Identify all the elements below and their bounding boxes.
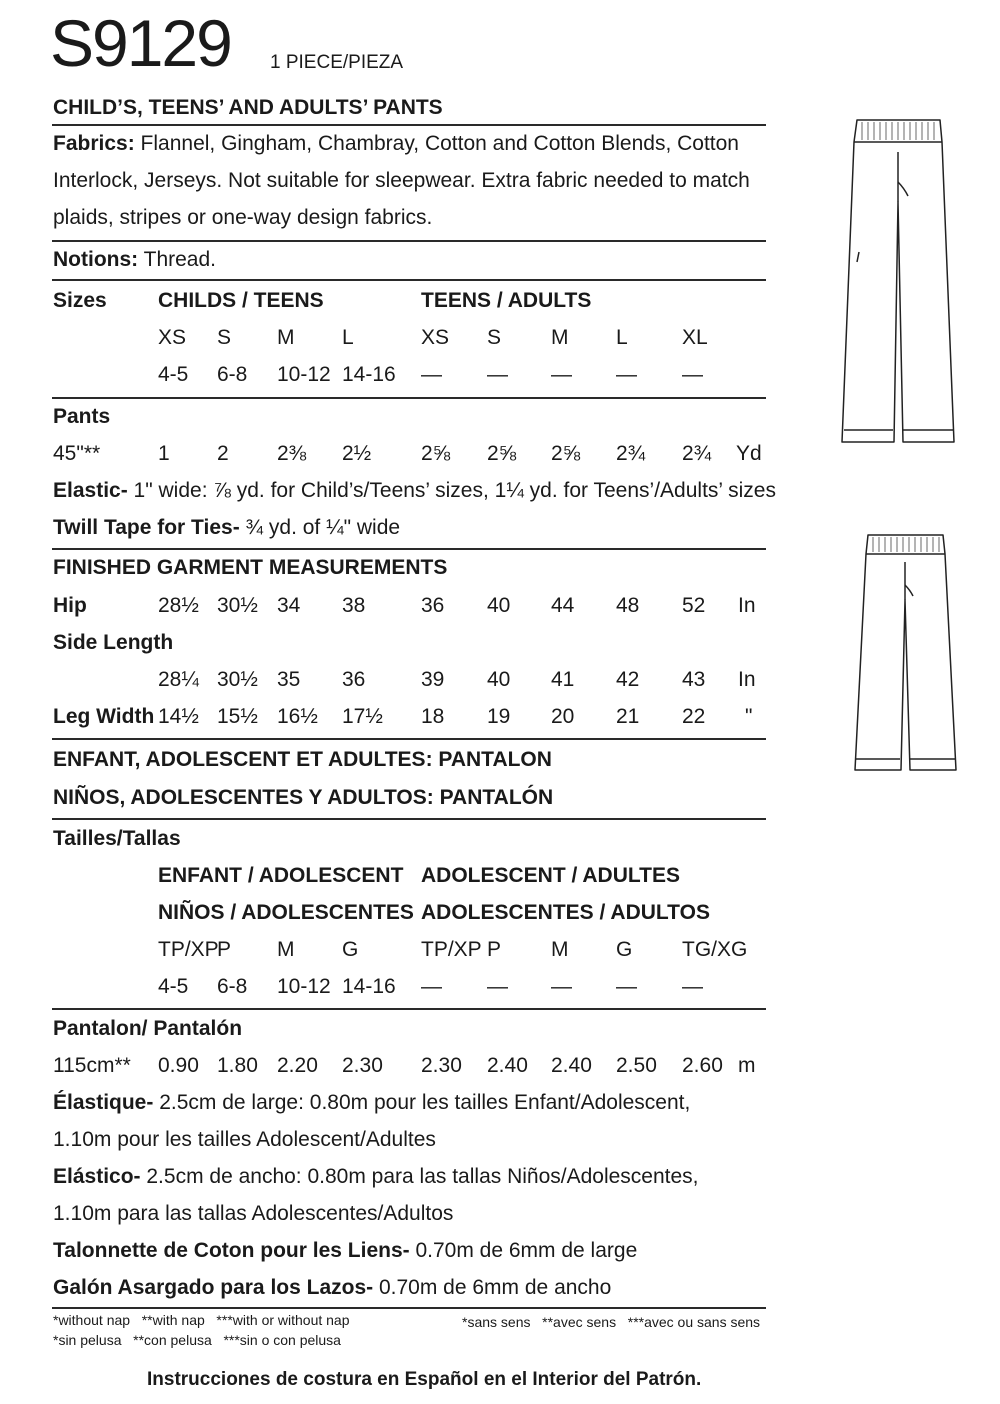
- divider: [52, 279, 766, 281]
- size-cell: 14½: [158, 705, 199, 728]
- size-cell: 15½: [217, 705, 258, 728]
- hip-label: Hip: [53, 594, 87, 617]
- cropped-pants-illustration: [853, 530, 963, 780]
- nap-note-french: *sans sens **avec sens ***avec ou sans sens: [462, 1314, 761, 1330]
- size-cell: TP/XP: [158, 938, 219, 961]
- tailles-label: Tailles/Tallas: [53, 827, 181, 850]
- size-cell: 35: [277, 668, 301, 691]
- size-cell: 30½: [217, 668, 258, 691]
- divider: [52, 1008, 766, 1010]
- twill-label: Twill Tape for Ties-: [53, 516, 240, 539]
- sizes-label: Sizes: [53, 289, 107, 312]
- size-cell: 36: [342, 668, 366, 691]
- piece-count: 1 PIECE/PIEZA: [270, 52, 404, 73]
- notions-label: Notions:: [53, 248, 139, 271]
- size-cell: 2.20: [277, 1054, 318, 1077]
- elastico-label: Elástico-: [53, 1165, 141, 1188]
- size-cell: S: [217, 326, 232, 349]
- size-cell: —: [487, 975, 508, 998]
- size-group-childs-teens: CHILDS / TEENS: [158, 289, 324, 312]
- size-cell: 2.30: [421, 1054, 462, 1077]
- size-cell: 2⅝: [551, 442, 581, 465]
- elastic-label: Elastic-: [53, 479, 128, 502]
- size-cell: 30½: [217, 594, 258, 617]
- size-cell: M: [277, 326, 295, 349]
- size-cell: 2.40: [551, 1054, 592, 1077]
- elastico-text: 2.5cm de ancho: 0.80m para las tallas Niños/Adolescentes,: [146, 1165, 699, 1188]
- hip-unit: In: [738, 594, 756, 617]
- group2-spanish: ADOLESCENTES / ADULTOS: [421, 901, 710, 924]
- size-cell: 6-8: [217, 975, 248, 998]
- elastic-text: 1" wide: ⅞ yd. for Child’s/Teens’ sizes, 1¼ yd. for Teens’/Adults’ sizes: [133, 479, 776, 502]
- spanish-instructions-note: Instrucciones de costura en Español en el Interior del Patrón.: [147, 1369, 702, 1390]
- group1-spanish: NIÑOS / ADOLESCENTES: [158, 901, 414, 924]
- size-cell: 2½: [342, 442, 372, 465]
- size-cell: S: [487, 326, 502, 349]
- size-cell: 40: [487, 594, 511, 617]
- size-cell: P: [217, 938, 232, 961]
- twill-line: [53, 517, 400, 538]
- size-cell: M: [551, 326, 569, 349]
- size-cell: TG/XG: [682, 938, 748, 961]
- yardage-unit: Yd: [736, 442, 762, 465]
- pantalon-label: Pantalon/ Pantalón: [53, 1017, 243, 1040]
- group1-french: ENFANT / ADOLESCENT: [158, 864, 404, 887]
- divider: [52, 818, 766, 820]
- size-cell: —: [682, 363, 703, 386]
- size-cell: M: [551, 938, 569, 961]
- size-cell: 39: [421, 668, 445, 691]
- elastico-line-1: [53, 1166, 699, 1187]
- size-cell: 34: [277, 594, 301, 617]
- size-cell: —: [421, 363, 442, 386]
- spanish-title: NIÑOS, ADOLESCENTES Y ADULTOS: PANTALÓN: [53, 786, 554, 809]
- size-cell: 2⅝: [487, 442, 517, 465]
- pants-label: Pants: [53, 405, 111, 428]
- fabrics-line-3: plaids, stripes or one-way design fabrics.: [53, 206, 433, 229]
- elastique-line-1: [53, 1092, 690, 1113]
- size-cell: XS: [421, 326, 450, 349]
- size-cell: 10-12: [277, 363, 331, 386]
- size-cell: G: [342, 938, 359, 961]
- size-cell: 2.60: [682, 1054, 723, 1077]
- size-cell: 40: [487, 668, 511, 691]
- group2-french: ADOLESCENT / ADULTES: [421, 864, 681, 887]
- nap-note-english: *without nap **with nap ***with or without nap: [53, 1312, 350, 1328]
- size-cell: L: [342, 326, 354, 349]
- size-cell: —: [487, 363, 508, 386]
- talonnette-text: 0.70m de 6mm de large: [415, 1239, 638, 1262]
- galon-line: [53, 1277, 611, 1298]
- leg-width-unit: ": [745, 705, 753, 728]
- side-length-label: Side Length: [53, 631, 174, 654]
- divider: [52, 397, 766, 399]
- talonnette-label: Talonnette de Coton pour les Liens-: [53, 1239, 410, 1262]
- size-cell: 2⅝: [421, 442, 451, 465]
- size-cell: 4-5: [158, 975, 189, 998]
- size-cell: 1.80: [217, 1054, 258, 1077]
- size-cell: 2.30: [342, 1054, 383, 1077]
- size-cell: 17½: [342, 705, 383, 728]
- fabrics-text: Flannel, Gingham, Chambray, Cotton and Cotton Blends, Cotton: [140, 132, 739, 155]
- size-cell: 44: [551, 594, 575, 617]
- size-cell: M: [277, 938, 295, 961]
- elastico-line-2: 1.10m para las tallas Adolescentes/Adultos: [53, 1202, 454, 1225]
- divider: [52, 1307, 766, 1309]
- divider: [52, 124, 766, 126]
- size-cell: XS: [158, 326, 187, 349]
- size-cell: 48: [616, 594, 640, 617]
- size-cell: 42: [616, 668, 640, 691]
- elastic-line: [53, 480, 776, 501]
- size-cell: 20: [551, 705, 575, 728]
- size-cell: 14-16: [342, 363, 396, 386]
- size-cell: 2: [217, 442, 229, 465]
- talonnette-line: [53, 1240, 637, 1261]
- size-cell: 16½: [277, 705, 318, 728]
- pattern-title: CHILD’S, TEENS’ AND ADULTS’ PANTS: [53, 96, 443, 119]
- fabrics-line-2: Interlock, Jerseys. Not suitable for sleepwear. Extra fabric needed to match: [53, 169, 750, 192]
- size-cell: 2.50: [616, 1054, 657, 1077]
- size-cell: —: [682, 975, 703, 998]
- size-cell: 1: [158, 442, 170, 465]
- size-cell: TP/XP: [421, 938, 482, 961]
- size-cell: 18: [421, 705, 445, 728]
- elastique-text: 2.5cm de large: 0.80m pour les tailles Enfant/Adolescent,: [159, 1091, 691, 1114]
- fabrics-label: Fabrics:: [53, 132, 135, 155]
- size-cell: G: [616, 938, 633, 961]
- size-cell: 2.40: [487, 1054, 528, 1077]
- galon-label: Galón Asargado para los Lazos-: [53, 1276, 374, 1299]
- twill-text: ¾ yd. of ¼" wide: [245, 516, 401, 539]
- galon-text: 0.70m de 6mm de ancho: [378, 1276, 612, 1299]
- elastique-label: Élastique-: [53, 1091, 154, 1114]
- size-cell: 41: [551, 668, 575, 691]
- french-title: ENFANT, ADOLESCENT ET ADULTES: PANTALON: [53, 748, 552, 771]
- fabric-width: 45"**: [53, 442, 101, 465]
- finished-heading: FINISHED GARMENT MEASUREMENTS: [53, 556, 448, 579]
- divider: [52, 548, 766, 550]
- size-cell: —: [551, 363, 572, 386]
- size-cell: 38: [342, 594, 366, 617]
- size-cell: 2⅜: [277, 442, 307, 465]
- size-cell: 0.90: [158, 1054, 199, 1077]
- size-cell: —: [616, 363, 637, 386]
- fabrics-line-1: [53, 133, 739, 154]
- size-group-teens-adults: TEENS / ADULTS: [421, 289, 592, 312]
- divider: [52, 240, 766, 242]
- nap-note-spanish: *sin pelusa **con pelusa ***sin o con pelusa: [53, 1332, 341, 1348]
- size-cell: 2¾: [616, 442, 646, 465]
- size-cell: —: [421, 975, 442, 998]
- size-cell: 6-8: [217, 363, 248, 386]
- leg-width-label: Leg Width: [53, 705, 155, 728]
- size-cell: 28¼: [158, 668, 199, 691]
- notions-line: [53, 249, 216, 270]
- size-cell: 4-5: [158, 363, 189, 386]
- size-cell: P: [487, 938, 502, 961]
- elastique-line-2: 1.10m pour les tailles Adolescent/Adultes: [53, 1128, 436, 1151]
- size-cell: 28½: [158, 594, 199, 617]
- size-cell: 14-16: [342, 975, 396, 998]
- divider: [52, 738, 766, 740]
- meters-unit: m: [738, 1054, 756, 1077]
- size-cell: 22: [682, 705, 706, 728]
- size-cell: —: [551, 975, 572, 998]
- size-cell: XL: [682, 326, 708, 349]
- size-cell: L: [616, 326, 628, 349]
- size-cell: 21: [616, 705, 640, 728]
- notions-text: Thread.: [143, 248, 216, 271]
- size-cell: 19: [487, 705, 511, 728]
- long-pants-illustration: [832, 112, 962, 452]
- size-cell: 36: [421, 594, 445, 617]
- size-cell: 2¾: [682, 442, 712, 465]
- pattern-number: S9129: [50, 6, 231, 80]
- side-length-unit: In: [738, 668, 756, 691]
- size-cell: 43: [682, 668, 706, 691]
- size-cell: 10-12: [277, 975, 331, 998]
- metric-fabric-width: 115cm**: [53, 1054, 131, 1077]
- size-cell: 52: [682, 594, 706, 617]
- size-cell: —: [616, 975, 637, 998]
